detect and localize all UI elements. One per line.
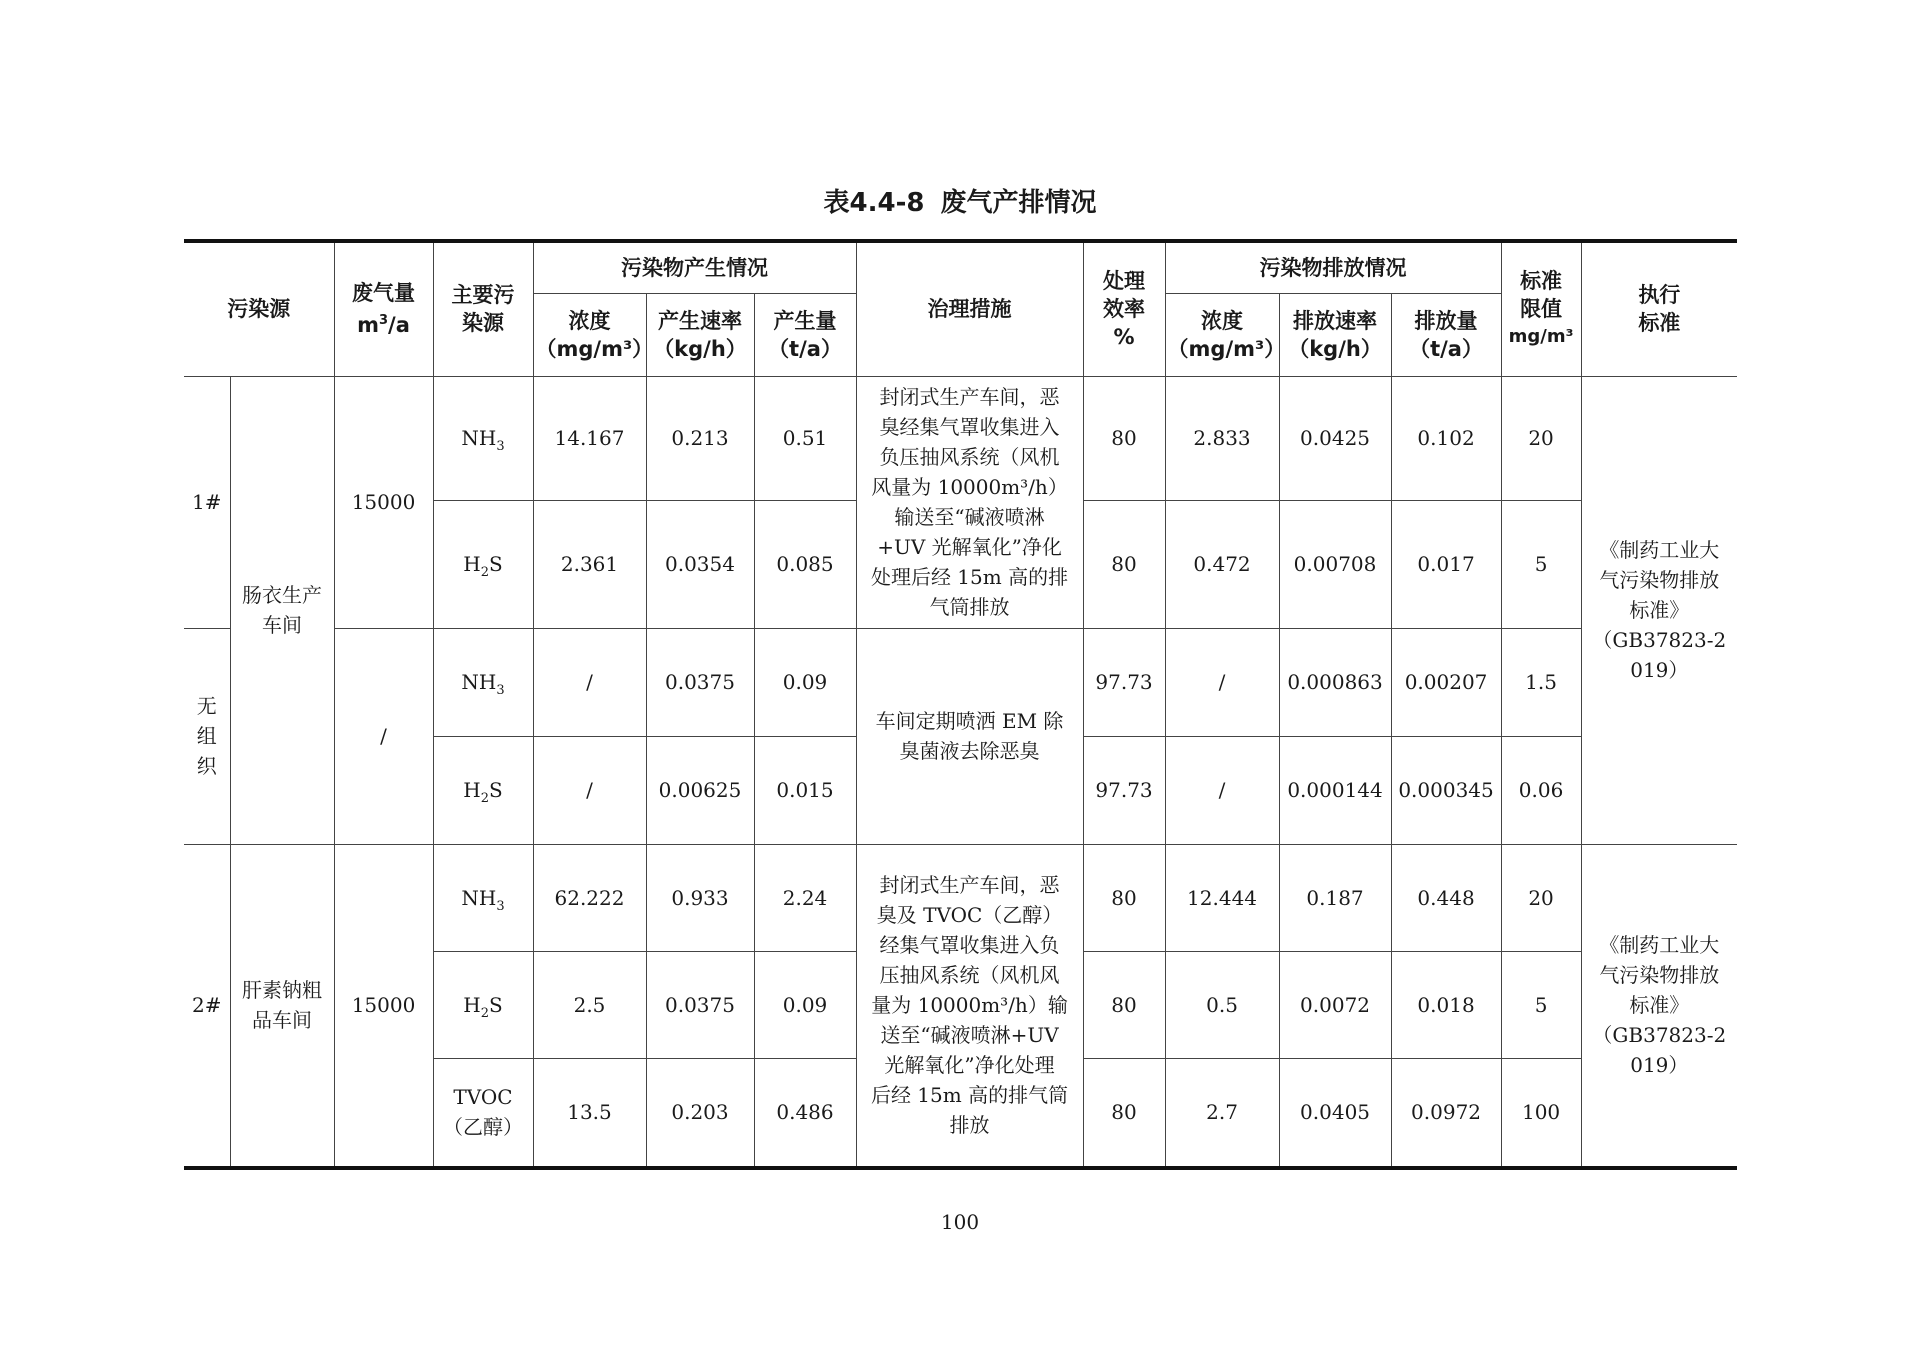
prod-amount-cell: 2.24: [754, 844, 856, 951]
header-row-1: [184, 241, 1737, 293]
header-prod-amount: 产生量 （t/a）: [754, 293, 856, 376]
prod-conc-cell: /: [533, 736, 646, 844]
efficiency-cell: 80: [1083, 500, 1165, 628]
prod-rate-cell: 0.203: [646, 1058, 754, 1168]
source-label-2: 2#: [184, 844, 230, 1168]
header-emit-conc: 浓度 （mg/m³）: [1165, 293, 1279, 376]
header-emission-group: 污染物排放情况: [1165, 241, 1501, 293]
pollutant-cell: TVOC （乙醇）: [433, 1058, 533, 1168]
prod-conc-cell: 2.5: [533, 951, 646, 1058]
prod-amount-cell: 0.09: [754, 628, 856, 736]
pollutant-cell: $NH_3$: [433, 628, 533, 736]
prod-amount-cell: 0.085: [754, 500, 856, 628]
gas-volume-1: 15000: [334, 376, 433, 628]
header-standard: 执行 标准: [1581, 241, 1737, 376]
emit-conc-cell: 2.7: [1165, 1058, 1279, 1168]
limit-cell: 1.5: [1501, 628, 1581, 736]
prod-amount-cell: 0.09: [754, 951, 856, 1058]
header-pollution-source: 污染源: [184, 241, 334, 376]
emit-amount-cell: 0.018: [1391, 951, 1501, 1058]
table-title: [0, 182, 1920, 219]
prod-rate-cell: 0.0375: [646, 951, 754, 1058]
emit-conc-cell: 0.472: [1165, 500, 1279, 628]
emission-table: [184, 239, 1737, 1170]
emit-conc-cell: /: [1165, 736, 1279, 844]
emit-rate-cell: 0.187: [1279, 844, 1391, 951]
efficiency-cell: 80: [1083, 376, 1165, 500]
efficiency-cell: 80: [1083, 844, 1165, 951]
emit-amount-cell: 0.000345: [1391, 736, 1501, 844]
emit-conc-cell: 12.444: [1165, 844, 1279, 951]
prod-conc-cell: /: [533, 628, 646, 736]
emit-rate-cell: 0.0072: [1279, 951, 1391, 1058]
efficiency-cell: 97.73: [1083, 628, 1165, 736]
limit-cell: 100: [1501, 1058, 1581, 1168]
emit-amount-cell: 0.102: [1391, 376, 1501, 500]
emit-conc-cell: /: [1165, 628, 1279, 736]
efficiency-cell: 80: [1083, 951, 1165, 1058]
header-emit-rate: 排放速率 （kg/h）: [1279, 293, 1391, 376]
workshop-1: 肠衣生产 车间: [230, 376, 334, 844]
prod-rate-cell: 0.213: [646, 376, 754, 500]
prod-conc-cell: 14.167: [533, 376, 646, 500]
emit-amount-cell: 0.017: [1391, 500, 1501, 628]
header-measures: 治理措施: [856, 241, 1083, 376]
emit-amount-cell: 0.448: [1391, 844, 1501, 951]
prod-amount-cell: 0.51: [754, 376, 856, 500]
emit-rate-cell: 0.000144: [1279, 736, 1391, 844]
header-prod-conc: 浓度 （mg/m³）: [533, 293, 646, 376]
workshop-2: 肝素钠粗 品车间: [230, 844, 334, 1168]
standard-2: 《制药工业大 气污染物排放 标准》 （GB37823-2 019）: [1581, 844, 1737, 1168]
limit-cell: 20: [1501, 844, 1581, 951]
source-label-1: 1#: [184, 376, 230, 628]
header-emit-amount: 排放量 （t/a）: [1391, 293, 1501, 376]
prod-amount-cell: 0.486: [754, 1058, 856, 1168]
table-caption: 废气产排情况: [940, 188, 1097, 218]
measures-1: 封闭式生产车间，恶 臭经集气罩收集进入 负压抽风系统（风机 风量为 10000m³/h） 输送至“碱液喷淋 +UV 光解氧化”净化 处理后经 15m 高的排 气筒排放: [856, 376, 1083, 628]
emit-amount-cell: 0.0972: [1391, 1058, 1501, 1168]
pollutant-cell: $H_2S$: [433, 500, 533, 628]
header-prod-rate: 产生速率 （kg/h）: [646, 293, 754, 376]
header-limit: 标准 限值 mg/m³: [1501, 241, 1581, 376]
emit-conc-cell: 0.5: [1165, 951, 1279, 1058]
table-number: 表4.4-8: [823, 188, 925, 218]
header-efficiency: 处理 效率 %: [1083, 241, 1165, 376]
limit-cell: 20: [1501, 376, 1581, 500]
efficiency-cell: 80: [1083, 1058, 1165, 1168]
emit-conc-cell: 2.833: [1165, 376, 1279, 500]
prod-conc-cell: 62.222: [533, 844, 646, 951]
table-row: [184, 844, 1737, 951]
prod-rate-cell: 0.0354: [646, 500, 754, 628]
pollutant-cell: $NH_3$: [433, 376, 533, 500]
emit-rate-cell: 0.000863: [1279, 628, 1391, 736]
prod-amount-cell: 0.015: [754, 736, 856, 844]
pollutant-cell: $H_2S$: [433, 736, 533, 844]
measures-2: 封闭式生产车间，恶 臭及 TVOC（乙醇） 经集气罩收集进入负 压抽风系统（风机风 量为 10000m³/h）输 送至“碱液喷淋+UV 光解氧化”净化处理 后经 15m 高的排气筒 排放: [856, 844, 1083, 1168]
emit-rate-cell: 0.0425: [1279, 376, 1391, 500]
pollutant-cell: $NH_3$: [433, 844, 533, 951]
source-label-fugitive: 无 组 织: [184, 628, 230, 844]
table-row: [184, 376, 1737, 500]
limit-cell: 5: [1501, 951, 1581, 1058]
header-production-group: 污染物产生情况: [533, 241, 856, 293]
header-gas-volume: 废气量 $m^3/a$: [334, 241, 433, 376]
page-number: 100: [940, 1210, 980, 1234]
measures-fugitive: 车间定期喷洒 EM 除 臭菌液去除恶臭: [856, 628, 1083, 844]
gas-volume-fugitive: /: [334, 628, 433, 844]
limit-cell: 0.06: [1501, 736, 1581, 844]
emit-rate-cell: 0.00708: [1279, 500, 1391, 628]
standard-1: 《制药工业大 气污染物排放 标准》 （GB37823-2 019）: [1581, 376, 1737, 844]
emit-rate-cell: 0.0405: [1279, 1058, 1391, 1168]
pollutant-cell: $H_2S$: [433, 951, 533, 1058]
emit-amount-cell: 0.00207: [1391, 628, 1501, 736]
prod-conc-cell: 13.5: [533, 1058, 646, 1168]
gas-volume-2: 15000: [334, 844, 433, 1168]
efficiency-cell: 97.73: [1083, 736, 1165, 844]
prod-conc-cell: 2.361: [533, 500, 646, 628]
prod-rate-cell: 0.00625: [646, 736, 754, 844]
limit-cell: 5: [1501, 500, 1581, 628]
prod-rate-cell: 0.933: [646, 844, 754, 951]
header-main-pollutant: 主要污 染源: [433, 241, 533, 376]
prod-rate-cell: 0.0375: [646, 628, 754, 736]
table-row: [184, 628, 1737, 736]
